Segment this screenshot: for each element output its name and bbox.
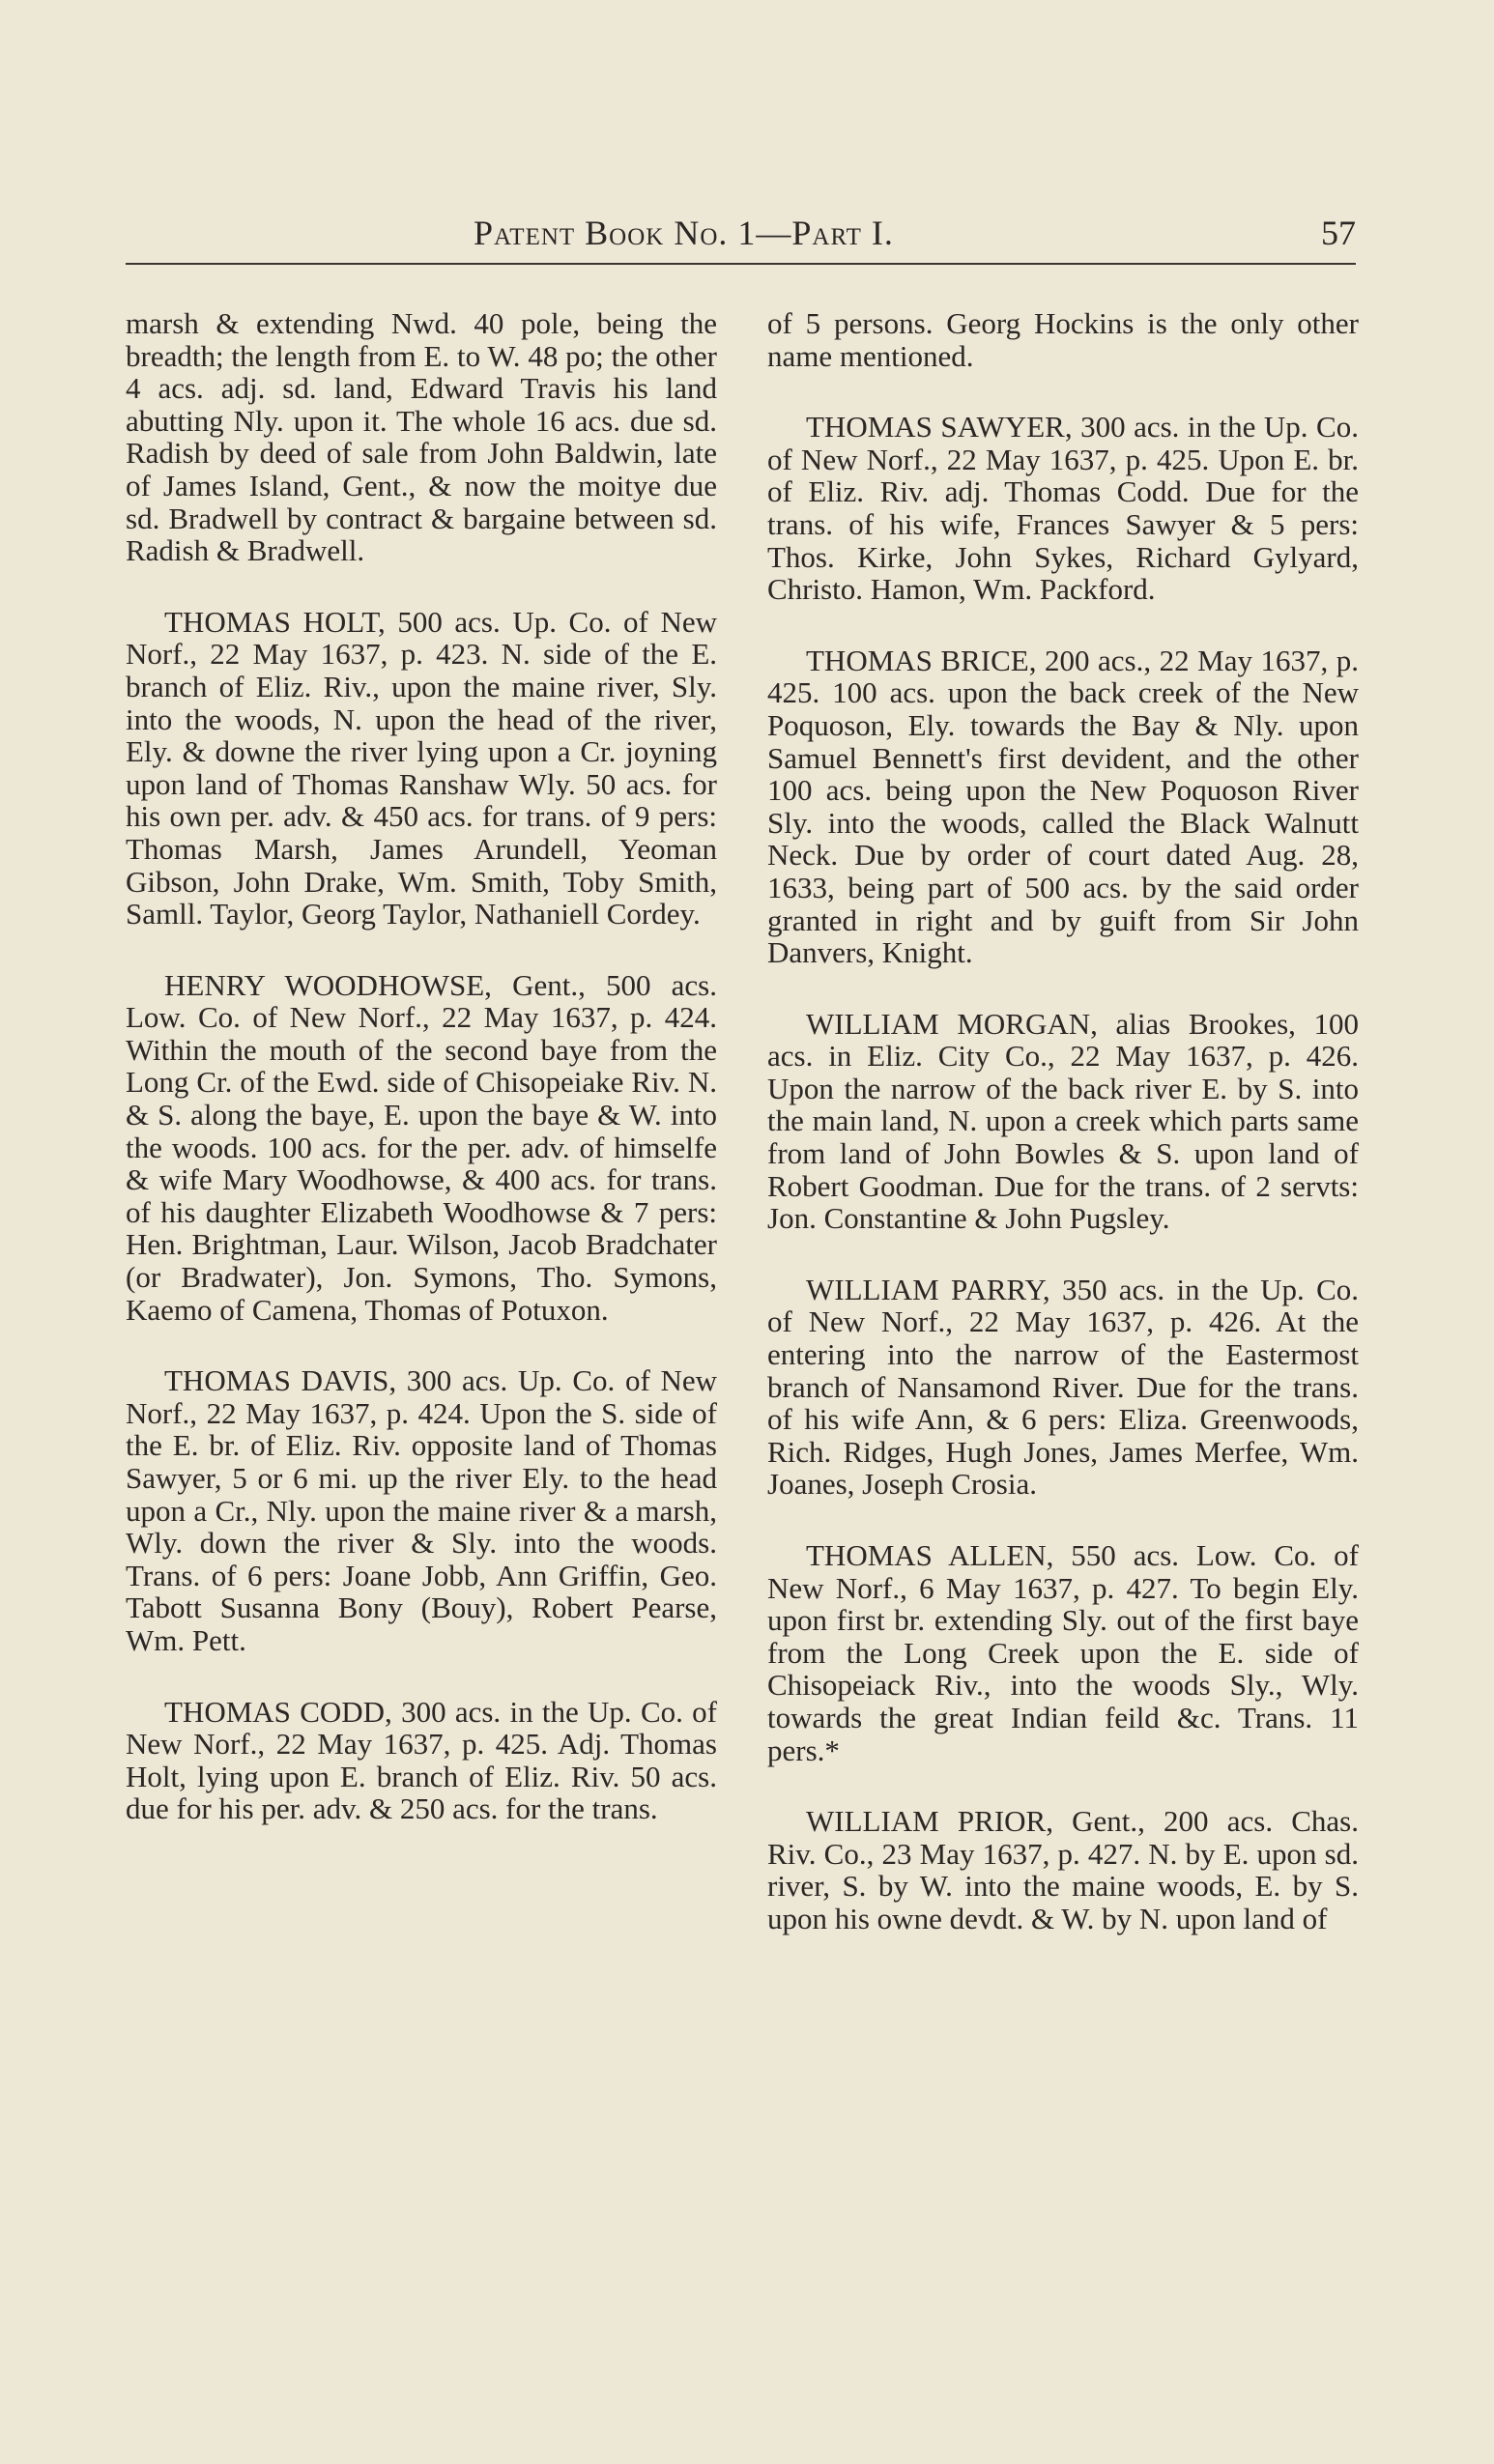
paragraph-continuation: of 5 persons. Georg Hockins is the only other name mentioned. [767, 306, 1359, 373]
entry-thomas-holt: THOMAS HOLT, 500 acs. Up. Co. of New Norf., 22 May 1637, p. 423. N. side of the E. branch of Eliz. Riv., upon the maine river, Sly. into the woods, N. upon the head of the river, Ely. & downe the river lying upon a Cr. joyning upon land of Thomas Ranshaw Wly. 50 acs. for his own per. adv. & 450 acs. for trans. of 9 pers: Thomas Marsh, James Arundell, Yeoman Gibson, John Drake, Wm. Smith, Toby Smith, Samll. Taylor, Georg Taylor, Nathaniell Cordey. [126, 604, 717, 931]
page-header [126, 205, 1356, 265]
paragraph-continuation: marsh & extending Nwd. 40 pole, being the breadth; the length from E. to W. 48 po; the other 4 acs. adj. sd. land, Edward Travis his land abutting Nly. upon it. The whole 16 acs. due sd. Radish by deed of sale from John Baldwin, late of James Island, Gent., & now the moitye due sd. Bradwell by contract & bargaine between sd. Radish & Bradwell. [126, 306, 717, 568]
left-column [126, 307, 717, 1864]
entry-william-prior: WILLIAM PRIOR, Gent., 200 acs. Chas. Riv. Co., 23 May 1637, p. 427. N. by E. upon sd. river, S. by W. into the maine woods, E. by S. upon his owne devdt. & W. by N. upon land of [767, 1804, 1359, 1935]
entry-henry-woodhowse: HENRY WOODHOWSE, Gent., 500 acs. Low. Co. of New Norf., 22 May 1637, p. 424. Within the mouth of the second baye from the Long Cr. of the Ewd. side of Chisopeiake Riv. N. & S. along the baye, E. upon the baye & W. into the woods. 100 acs. for the per. adv. of himselfe & wife Mary Woodhowse, & 400 acs. for trans. of his daughter Elizabeth Woodhowse & 7 pers: Hen. Brightman, Laur. Wilson, Jacob Bradchater (or Bradwater), Jon. Symons, Tho. Symons, Kaemo of Camena, Thomas of Potuxon. [126, 967, 717, 1327]
entry-thomas-allen: THOMAS ALLEN, 550 acs. Low. Co. of New Norf., 6 May 1637, p. 427. To begin Ely. upon first br. extending Sly. out of the first baye from the Long Creek upon the E. side of Chisopeiack Riv., into the woods Sly., Wly. towards the great Indian feild &c. Trans. 11 pers.* [767, 1538, 1359, 1767]
entry-thomas-brice: THOMAS BRICE, 200 acs., 22 May 1637, p. 425. 100 acs. upon the back creek of the New Poquoson, Ely. towards the Bay & Nly. upon Samuel Bennett's first devident, and the other 100 acs. being upon the New Poquoson River Sly. into the woods, called the Black Walnutt Neck. Due by order of court dated Aug. 28, 1633, being part of 500 acs. by the said order granted in right and by guift from Sir John Danvers, Knight. [767, 643, 1359, 970]
entry-thomas-sawyer: THOMAS SAWYER, 300 acs. in the Up. Co. of New Norf., 22 May 1637, p. 425. Upon E. br. of Eliz. Riv. adj. Thomas Codd. Due for the trans. of his wife, Frances Sawyer & 5 pers: Thos. Kirke, John Sykes, Richard Gylyard, Christo. Hamon, Wm. Packford. [767, 410, 1359, 607]
entry-thomas-davis: THOMAS DAVIS, 300 acs. Up. Co. of New Norf., 22 May 1637, p. 424. Upon the S. side of the E. br. of Eliz. Riv. opposite land of Thomas Sawyer, 5 or 6 mi. up the river Ely. to the head upon a Cr., Nly. upon the maine river & a marsh, Wly. down the river & Sly. into the woods. Trans. of 6 pers: Joane Jobb, Ann Griffin, Geo. Tabott Susanna Bony (Bouy), Robert Pearse, Wm. Pett. [126, 1363, 717, 1657]
entry-william-morgan: WILLIAM MORGAN, alias Brookes, 100 acs. in Eliz. City Co., 22 May 1637, p. 426. Upon the narrow of the back river E. by S. into the main land, N. upon a creek which parts same from land of John Bowles & S. upon land of Robert Goodman. Due for the trans. of 2 servts: Jon. Constantine & John Pugsley. [767, 1006, 1359, 1236]
running-title: Patent Book No. 1—Part I. [474, 214, 894, 252]
entry-william-parry: WILLIAM PARRY, 350 acs. in the Up. Co. of New Norf., 22 May 1637, p. 426. At the entering into the narrow of the Eastermost branch of Nansamond River. Due for the trans. of his wife Ann, & 6 pers: Eliza. Greenwoods, Rich. Ridges, Hugh Jones, James Merfee, Wm. Joanes, Joseph Crosia. [767, 1272, 1359, 1502]
page-number: 57 [1321, 214, 1356, 252]
right-column [767, 307, 1359, 1974]
entry-thomas-codd: THOMAS CODD, 300 acs. in the Up. Co. of New Norf., 22 May 1637, p. 425. Adj. Thomas Holt, lying upon E. branch of Eliz. Riv. 50 acs. due for his per. adv. & 250 acs. for the trans. [126, 1694, 717, 1826]
